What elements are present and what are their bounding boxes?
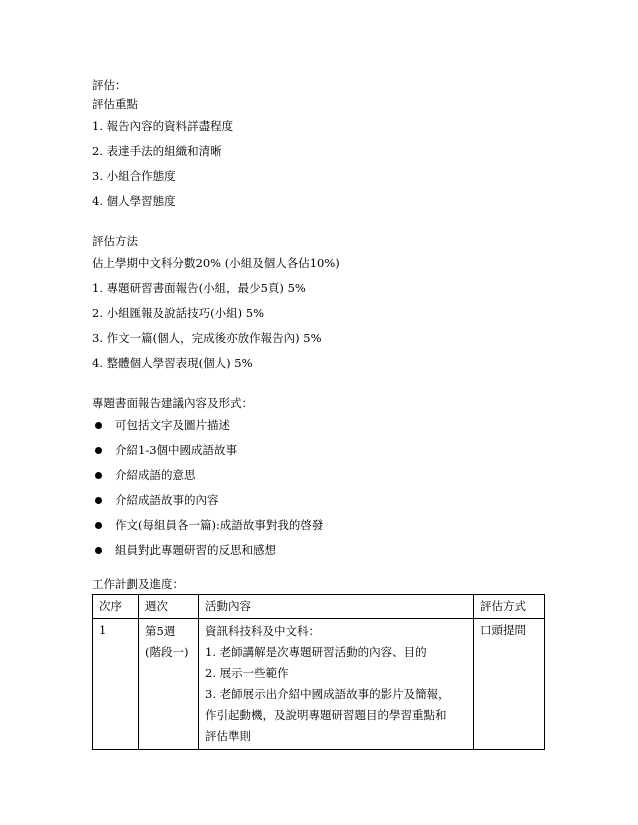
list-item	[92, 438, 544, 463]
list-item	[92, 463, 544, 488]
report-heading: 專題書面報告建議內容及形式：	[92, 396, 253, 410]
column-header-activity: 活動內容	[199, 595, 474, 619]
bullet-icon	[95, 472, 102, 479]
method-item: 2. 小組匯報及說話技巧(小組) 5%	[92, 306, 264, 320]
bullet-icon	[95, 547, 102, 554]
schedule-heading: 工作計劃及進度：	[92, 577, 184, 591]
column-header-order: 次序	[93, 595, 139, 619]
week-line: 第5週	[145, 624, 176, 638]
evaluation-heading: 評估：	[92, 78, 127, 92]
bullet-icon	[95, 447, 102, 454]
focus-item: 1. 報告內容的資料詳盡程度	[92, 119, 234, 133]
report-bullet-list	[92, 413, 544, 563]
activity-line: 資訊科技科及中文科：	[205, 624, 320, 638]
list-item	[92, 538, 544, 563]
list-item	[92, 413, 544, 438]
bullet-text: 組員對此專題研習的反思和感想	[115, 543, 276, 557]
activity-line: 1. 老師講解是次專題研習活動的內容、目的	[205, 645, 427, 659]
schedule-table	[92, 594, 545, 750]
focus-item: 3. 小組合作態度	[92, 169, 176, 183]
bullet-text: 可包括文字及圖片描述	[115, 418, 230, 432]
activity-cell	[199, 619, 474, 750]
table-header-row	[93, 595, 545, 619]
method-item: 1. 專題研習書面報告(小組，最少5頁) 5%	[92, 281, 306, 295]
activity-line: 評估準則	[205, 729, 251, 743]
bullet-text: 介紹1-3個中國成語故事	[115, 443, 238, 457]
bullet-text: 作文(每組員各一篇):成語故事對我的啓發	[115, 518, 324, 532]
focus-item: 4. 個人學習態度	[92, 194, 176, 208]
assessment-cell: 口頭提問	[474, 619, 545, 750]
bullet-icon	[95, 422, 102, 429]
focus-item: 2. 表達手法的組織和清晰	[92, 144, 222, 158]
activity-line: 作引起動機，及說明專題研習題目的學習重點和	[205, 708, 447, 722]
method-item: 3. 作文一篇(個人，完成後亦放作報告內) 5%	[92, 331, 322, 345]
column-header-assessment: 評估方式	[474, 595, 545, 619]
bullet-icon	[95, 497, 102, 504]
method-intro: 佔上學期中文科分數20% (小組及個人各佔10%)	[92, 256, 340, 270]
bullet-text: 介紹成語的意思	[115, 468, 196, 482]
activity-line: 2. 展示一些範作	[205, 666, 289, 680]
list-item	[92, 488, 544, 513]
method-item: 4. 整體個人學習表現(個人) 5%	[92, 356, 253, 370]
table-row	[93, 619, 545, 750]
column-header-week: 週次	[139, 595, 199, 619]
method-heading: 評估方法	[92, 234, 138, 248]
focus-heading: 評估重點	[92, 97, 138, 111]
activity-line: 3. 老師展示出介紹中國成語故事的影片及簡報，	[205, 687, 450, 701]
document-page	[92, 76, 544, 750]
week-cell	[139, 619, 199, 750]
bullet-text: 介紹成語故事的內容	[115, 493, 219, 507]
week-line: (階段一)	[145, 645, 189, 659]
list-item	[92, 513, 544, 538]
order-cell: 1	[93, 619, 139, 750]
bullet-icon	[95, 522, 102, 529]
